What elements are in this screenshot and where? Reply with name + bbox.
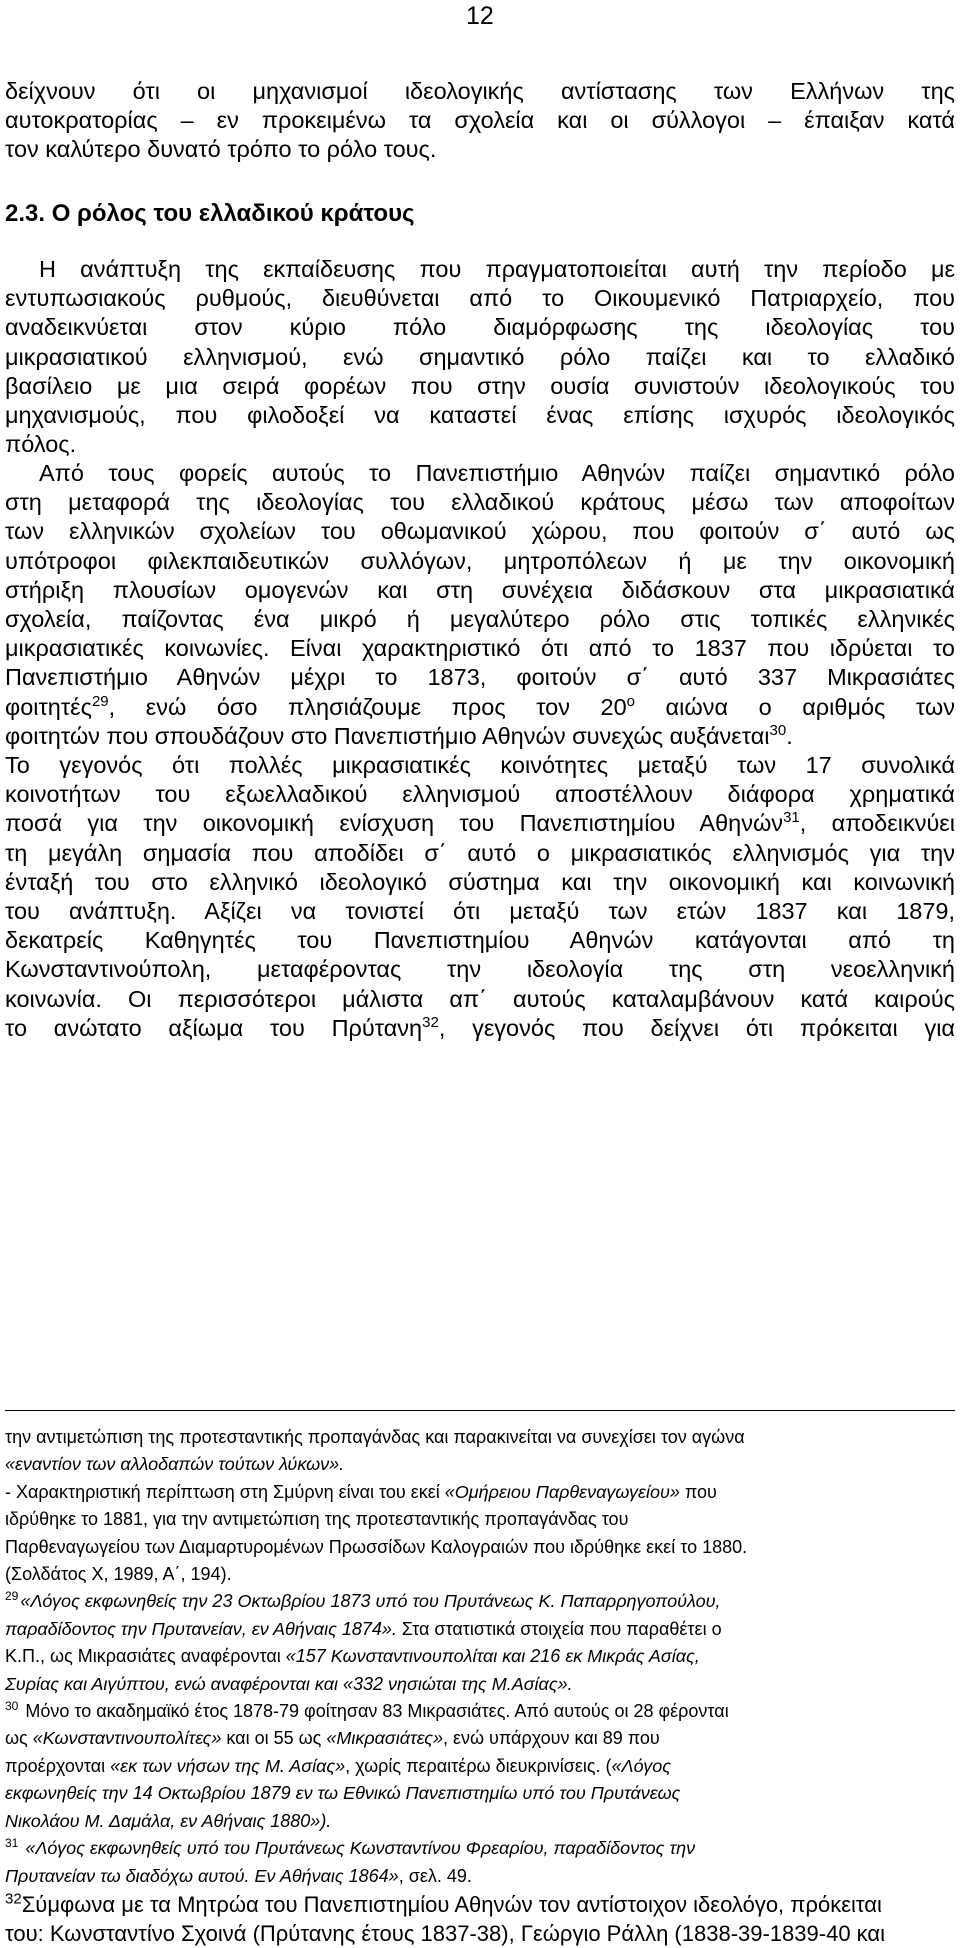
text-line: αναδεικνύεται στον κύριο πόλο διαμόρφωσης της ιδεολογίας του: [5, 314, 955, 341]
footnote-line: [5, 1863, 955, 1890]
text-span: που: [679, 1481, 717, 1502]
footnote-divider: [5, 1410, 955, 1411]
footnote-line: [5, 1753, 955, 1780]
footnote-line: [5, 1808, 955, 1835]
page-number: 12: [466, 2, 494, 30]
footnote-31: [5, 1835, 955, 1862]
italic-text: Πρυτανείαν τω διαδόχω αυτού. Εν Αθήναις 1864»: [5, 1865, 399, 1886]
text-span: το ανώτατο αξίωμα του Πρύτανη: [5, 1014, 423, 1041]
text-line: μικρασιατικού ελληνισμού, ενώ σημαντικό ρόλο παίζει και το ελλαδικό: [5, 343, 955, 370]
italic-text: «157 Κωνσταντινουπολίται και 216 εκ Μικράς Ασίας,: [285, 1646, 700, 1667]
text-line: των ελληνικών σχολείων του οθωμανικού χώρου, που φοιτούν σ΄ αυτό ως: [5, 518, 955, 545]
text-span: και οι 55 ως: [221, 1728, 327, 1749]
italic-text: «Λόγος: [611, 1755, 672, 1776]
text-span: προέρχονται: [5, 1755, 111, 1776]
footnote-line: [5, 1479, 955, 1506]
italic-text: εκφωνηθείς την 14 Οκτωβρίου 1879 εν τω Εθνικώ Πανεπιστημίω υπό του Πρυτάνεως: [5, 1783, 681, 1804]
footnote-line: ιδρύθηκε το 1881, για την αντιμετώπιση της προτεσταντικής προπαγάνδας του: [5, 1509, 629, 1530]
footnote-30: [5, 1698, 955, 1725]
text-span: φοιτητών που σπουδάζουν στο Πανεπιστήμιο Αθηνών συνεχώς αυξάνεται: [5, 722, 770, 749]
text-line: βασίλειο με μια σειρά φορέων που στην ουσία συνιστούν ιδεολογικούς του: [5, 372, 955, 399]
text-span: , χωρίς περαιτέρω διευκρινίσεις. (: [345, 1755, 612, 1776]
text-line: μηχανισμούς, που φιλοδοξεί να καταστεί ένας επίσης ισχυρός ιδεολογικός: [5, 402, 955, 429]
footnote-32: [5, 1890, 955, 1919]
footnote-ref-32: 32: [422, 1014, 439, 1032]
text-span: , αποδεικνύει: [799, 810, 955, 837]
footnote-number: 30: [5, 1699, 19, 1714]
text-line: αυτοκρατορίας – εν προκειμένω τα σχολεία και οι σύλλογοι – έπαιξαν κατά: [5, 107, 955, 134]
paragraph-1: [5, 255, 955, 459]
footnote-number: 29: [5, 1589, 19, 1604]
italic-text: «Ομήρειου Παρθεναγωγείου»: [444, 1481, 680, 1502]
footnote-line: του: Κωνσταντίνο Σχοινά (Πρύτανης έτους 1837-38), Γεώργιο Ράλλη (1838-39-1839-40 και: [5, 1920, 885, 1946]
italic-text: «εκ των νήσων της Μ. Ασίας»: [110, 1755, 346, 1776]
text-line: του ανάπτυξη. Αξίζει να τονιστεί ότι μεταξύ των ετών 1837 και 1879,: [5, 898, 955, 925]
text-span: Στα στατιστικά στοιχεία που παραθέτει ο: [396, 1618, 722, 1639]
footnote-number: 31: [5, 1836, 19, 1851]
footnote-ref-29: 29: [91, 692, 109, 710]
footnote-line: [5, 1616, 955, 1643]
text-span: .: [786, 722, 793, 749]
text-span: Σύμφωνα με τα Μητρώα του Πανεπιστημίου Αθηνών τον αντίστοιχον ιδεολόγο, πρόκειται: [21, 1891, 882, 1917]
text-line: στήριξη πλουσίων ομογενών και στη συνέχεια διδάσκουν στα μικρασιατικά: [5, 576, 955, 603]
footnotes: [5, 1424, 955, 1948]
text-span: , γεγονός που δείχνει ότι πρόκειται για: [438, 1014, 955, 1041]
text-span: Κ.Π., ως Μικρασιάτες αναφέρονται: [5, 1646, 286, 1667]
footnote-line: την αντιμετώπιση της προτεσταντικής προπαγάνδας και παρακινείται να συνεχίσει τον αγώνα: [5, 1427, 745, 1447]
text-line: στη μεταφορά της ιδεολογίας του ελλαδικού κράτους μέσω των αποφοίτων: [5, 489, 955, 516]
text-line: εντυπωσιακούς ρυθμούς, διευθύνεται από το Οικουμενικό Πατριαρχείο, που: [5, 285, 955, 312]
text-span: ως: [5, 1728, 33, 1749]
footnote-number: 32: [5, 1890, 22, 1908]
italic-text: Συρίας και Αιγύπτου, ενώ αναφέρονται και «332 νησιώται της Μ.Ασίας».: [5, 1673, 573, 1694]
italic-text: «Κωνσταντινουπολίτες»: [32, 1728, 222, 1749]
text-span: φοιτητές: [5, 693, 92, 720]
superscript-o: ο: [626, 692, 635, 710]
italic-text: «εναντίον των αλλοδαπών τούτων λύκων».: [5, 1454, 345, 1475]
text-line: σχολεία, παίζοντας ένα μικρό ή μεγαλύτερο ρόλο στις τοπικές ελληνικές: [5, 606, 955, 633]
text-line: Κωνσταντινούπολη, μεταφέροντας την ιδεολογία της στη νεοελληνική: [5, 956, 955, 983]
text-line: Το γεγονός ότι πολλές μικρασιατικές κοινότητες μεταξύ των 17 συνολικά: [5, 752, 955, 779]
text-line: δεκατρείς Καθηγητές του Πανεπιστημίου Αθηνών κατάγονται από τη: [5, 927, 955, 954]
footnote-line: [5, 1671, 955, 1698]
intro-paragraph: [5, 77, 955, 165]
text-line: [5, 809, 955, 838]
text-span: Μόνο το ακαδημαϊκό έτος 1878-79 φοίτησαν 83 Μικρασιάτες. Από αυτούς οι 28 φέρονται: [20, 1701, 729, 1722]
text-line: κοινοτήτων του εξωελλαδικού ελληνισμού αποστέλλουν διάφορα χρηματικά: [5, 781, 955, 808]
footnote-29: [5, 1588, 955, 1615]
footnote-line: (Σολδάτος Χ, 1989, Α΄, 194).: [5, 1564, 232, 1585]
text-line: πόλος.: [5, 431, 77, 458]
text-line: ένταξή του στο ελληνικό ιδεολογικό σύστημα και την οικονομική και κοινωνική: [5, 868, 955, 895]
text-span: , ενώ υπάρχουν και 89 που: [442, 1728, 660, 1749]
text-line: [5, 693, 955, 722]
text-span: ποσά για την οικονομική ενίσχυση του Πανεπιστημίου Αθηνών: [5, 810, 784, 837]
text-line: κοινωνία. Οι περισσότεροι μάλιστα απ΄ αυτούς καταλαμβάνουν κατά καιρούς: [5, 985, 955, 1012]
footnote-line: [5, 1643, 955, 1670]
text-line: δείχνουν ότι οι μηχανισμοί ιδεολογικής αντίστασης των Ελλήνων της: [5, 78, 955, 104]
text-line: τη μεγάλη σημασία που αποδίδει σ΄ αυτό ο μικρασιατικός ελληνισμός για την: [5, 839, 955, 866]
italic-text: Νικολάου Μ. Δαμάλα, εν Αθήναις 1880»).: [5, 1810, 332, 1831]
text-line: Η ανάπτυξη της εκπαίδευσης που πραγματοποιείται αυτή την περίοδο με: [39, 256, 955, 282]
text-line: [5, 722, 955, 751]
footnote-ref-30: 30: [769, 722, 787, 739]
text-line: Πανεπιστήμιο Αθηνών μέχρι το 1873, φοιτούν σ΄ αυτό 337 Μικρασιάτες: [5, 664, 955, 691]
footnote-line: [5, 1725, 955, 1752]
text-line: [5, 1014, 955, 1043]
text-line: μικρασιατικές κοινωνίες. Είναι χαρακτηριστικό ότι από το 1837 που ιδρύεται το: [5, 635, 955, 662]
text-line: υπότροφοι φιλεκπαιδευτικών συλλόγων, μητροπόλεων ή με την οικονομική: [5, 547, 955, 574]
italic-text: παραδίδοντος την Πρυτανείαν, εν Αθήναις 1874».: [5, 1618, 397, 1639]
italic-text: «Μικρασιάτες»: [326, 1728, 443, 1749]
italic-text: «Λόγος εκφωνηθείς υπό του Πρυτάνεως Κωνσταντίνου Φρεαρίου, παραδίδοντος την: [20, 1838, 696, 1859]
footnote-line: Παρθεναγωγείου των Διαμαρτυρομένων Πρωσσίδων Καλογραιών που ιδρύθηκε εκεί το 1880.: [5, 1536, 748, 1557]
text-span: αιώνα ο αριθμός των: [635, 693, 955, 720]
footnote-line: [5, 1780, 955, 1807]
italic-text: «Λόγος εκφωνηθείς την 23 Οκτωβρίου 1873 υπό του Πρυτάνεως Κ. Παπαρρηγοπούλου,: [20, 1591, 721, 1612]
text-line: Από τους φορείς αυτούς το Πανεπιστήμιο Αθηνών παίζει σημαντικό ρόλο: [39, 460, 955, 486]
footnote-ref-31: 31: [783, 809, 800, 827]
paragraph-2: [5, 459, 955, 1043]
text-span: , ενώ όσο πλησιάζουμε προς τον 20: [108, 693, 627, 720]
footnote-line: [5, 1451, 955, 1478]
text-line: τον καλύτερο δυνατό τρόπο το ρόλο τους.: [5, 136, 437, 163]
section-heading: 2.3. Ο ρόλος του ελλαδικού κράτους: [5, 200, 415, 227]
text-span: , σελ. 49.: [398, 1865, 472, 1886]
text-span: - Χαρακτηριστική περίπτωση στη Σμύρνη είναι του εκεί: [5, 1481, 445, 1502]
